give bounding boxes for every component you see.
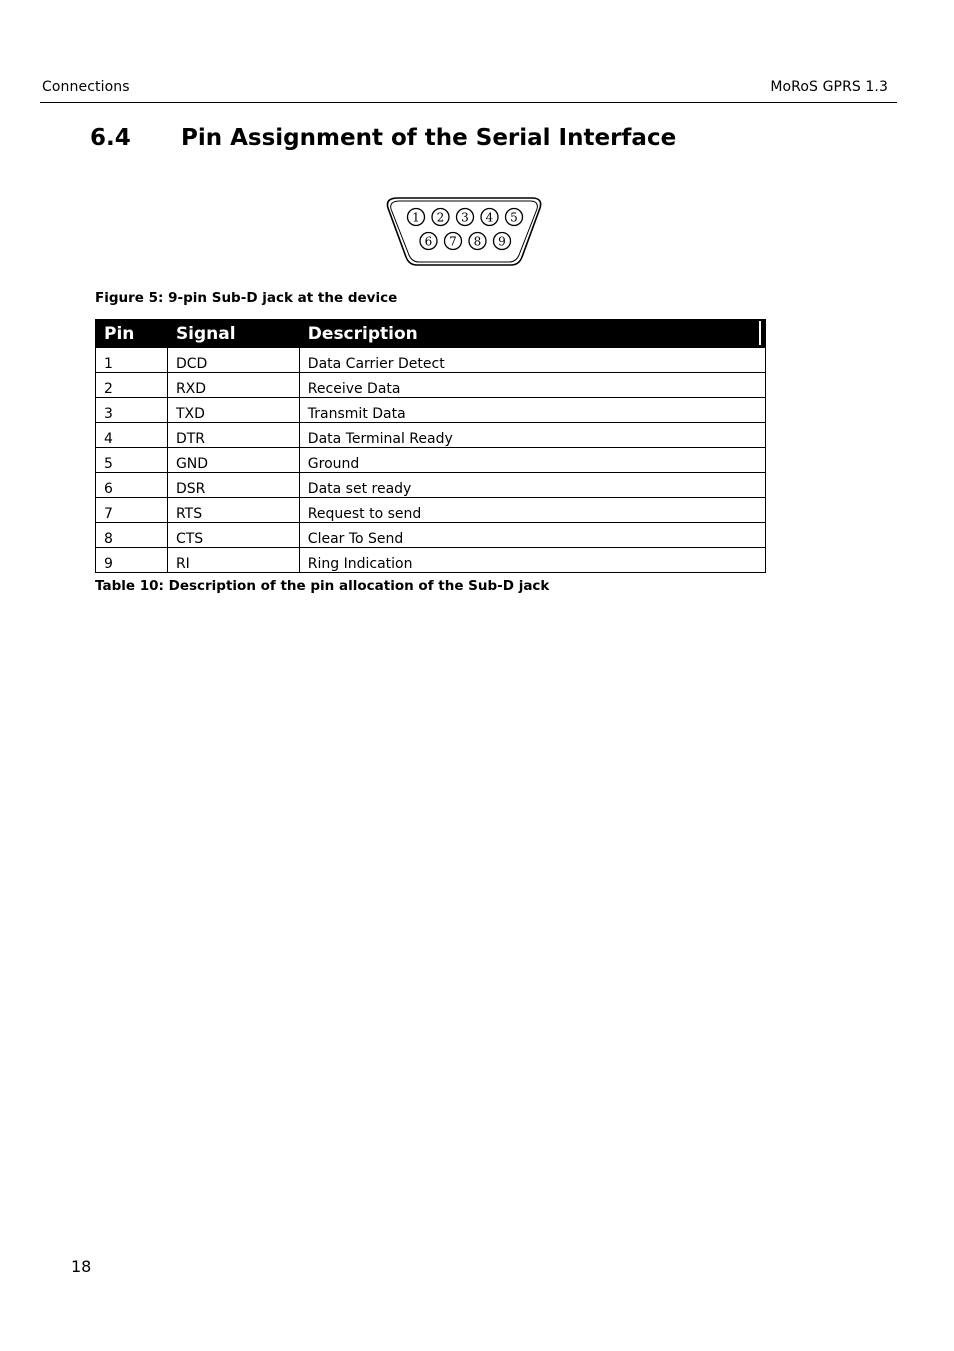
description-cell: Request to send xyxy=(299,498,765,523)
column-header-description: Description xyxy=(299,320,765,348)
pin-cell: 6 xyxy=(96,473,168,498)
pin-number-label: 4 xyxy=(485,210,494,225)
pin-assignment-table xyxy=(95,319,766,573)
table-row xyxy=(96,348,766,373)
pin-number-label: 1 xyxy=(412,210,420,225)
running-header-document: MoRoS GPRS 1.3 xyxy=(770,79,888,95)
pin-cell: 3 xyxy=(96,398,168,423)
pin-cell: 4 xyxy=(96,423,168,448)
pin-number-label: 5 xyxy=(510,210,518,225)
table-row xyxy=(96,473,766,498)
figure-caption: Figure 5: 9-pin Sub-D jack at the device xyxy=(95,290,398,306)
table-header-row xyxy=(96,320,766,348)
pin-number-label: 6 xyxy=(424,234,433,249)
signal-cell: TXD xyxy=(167,398,299,423)
table-row xyxy=(96,498,766,523)
description-cell: Clear To Send xyxy=(299,523,765,548)
description-cell: Transmit Data xyxy=(299,398,765,423)
pin-cell: 1 xyxy=(96,348,168,373)
header-rule xyxy=(40,102,897,103)
signal-cell: DTR xyxy=(167,423,299,448)
table-row xyxy=(96,548,766,573)
column-header-signal: Signal xyxy=(167,320,299,348)
pin-number-label: 2 xyxy=(436,210,445,225)
signal-cell: RXD xyxy=(167,373,299,398)
signal-cell: DSR xyxy=(167,473,299,498)
table-row xyxy=(96,423,766,448)
description-cell: Data Carrier Detect xyxy=(299,348,765,373)
running-header-section: Connections xyxy=(42,79,130,95)
table-row xyxy=(96,448,766,473)
signal-cell: RI xyxy=(167,548,299,573)
pin-cell: 7 xyxy=(96,498,168,523)
pin-cell: 8 xyxy=(96,523,168,548)
table-header-edge xyxy=(759,321,761,345)
section-title: Pin Assignment of the Serial Interface xyxy=(181,125,677,151)
sub-d-connector-figure xyxy=(384,195,544,269)
pin-cell: 5 xyxy=(96,448,168,473)
pin-number-label: 9 xyxy=(498,234,506,249)
section-number: 6.4 xyxy=(90,125,131,151)
signal-cell: RTS xyxy=(167,498,299,523)
page-number: 18 xyxy=(71,1257,92,1276)
table-row xyxy=(96,373,766,398)
column-header-pin: Pin xyxy=(96,320,168,348)
pin-number-label: 3 xyxy=(461,210,469,225)
pin-cell: 2 xyxy=(96,373,168,398)
table-row xyxy=(96,523,766,548)
description-cell: Receive Data xyxy=(299,373,765,398)
description-cell: Ground xyxy=(299,448,765,473)
pin-number-label: 7 xyxy=(449,234,457,249)
table-caption: Table 10: Description of the pin allocation of the Sub-D jack xyxy=(95,578,550,594)
description-cell: Data Terminal Ready xyxy=(299,423,765,448)
table-row xyxy=(96,398,766,423)
pin-cell: 9 xyxy=(96,548,168,573)
signal-cell: GND xyxy=(167,448,299,473)
pin-number-label: 8 xyxy=(473,234,482,249)
signal-cell: CTS xyxy=(167,523,299,548)
description-cell: Ring Indication xyxy=(299,548,765,573)
description-cell: Data set ready xyxy=(299,473,765,498)
signal-cell: DCD xyxy=(167,348,299,373)
